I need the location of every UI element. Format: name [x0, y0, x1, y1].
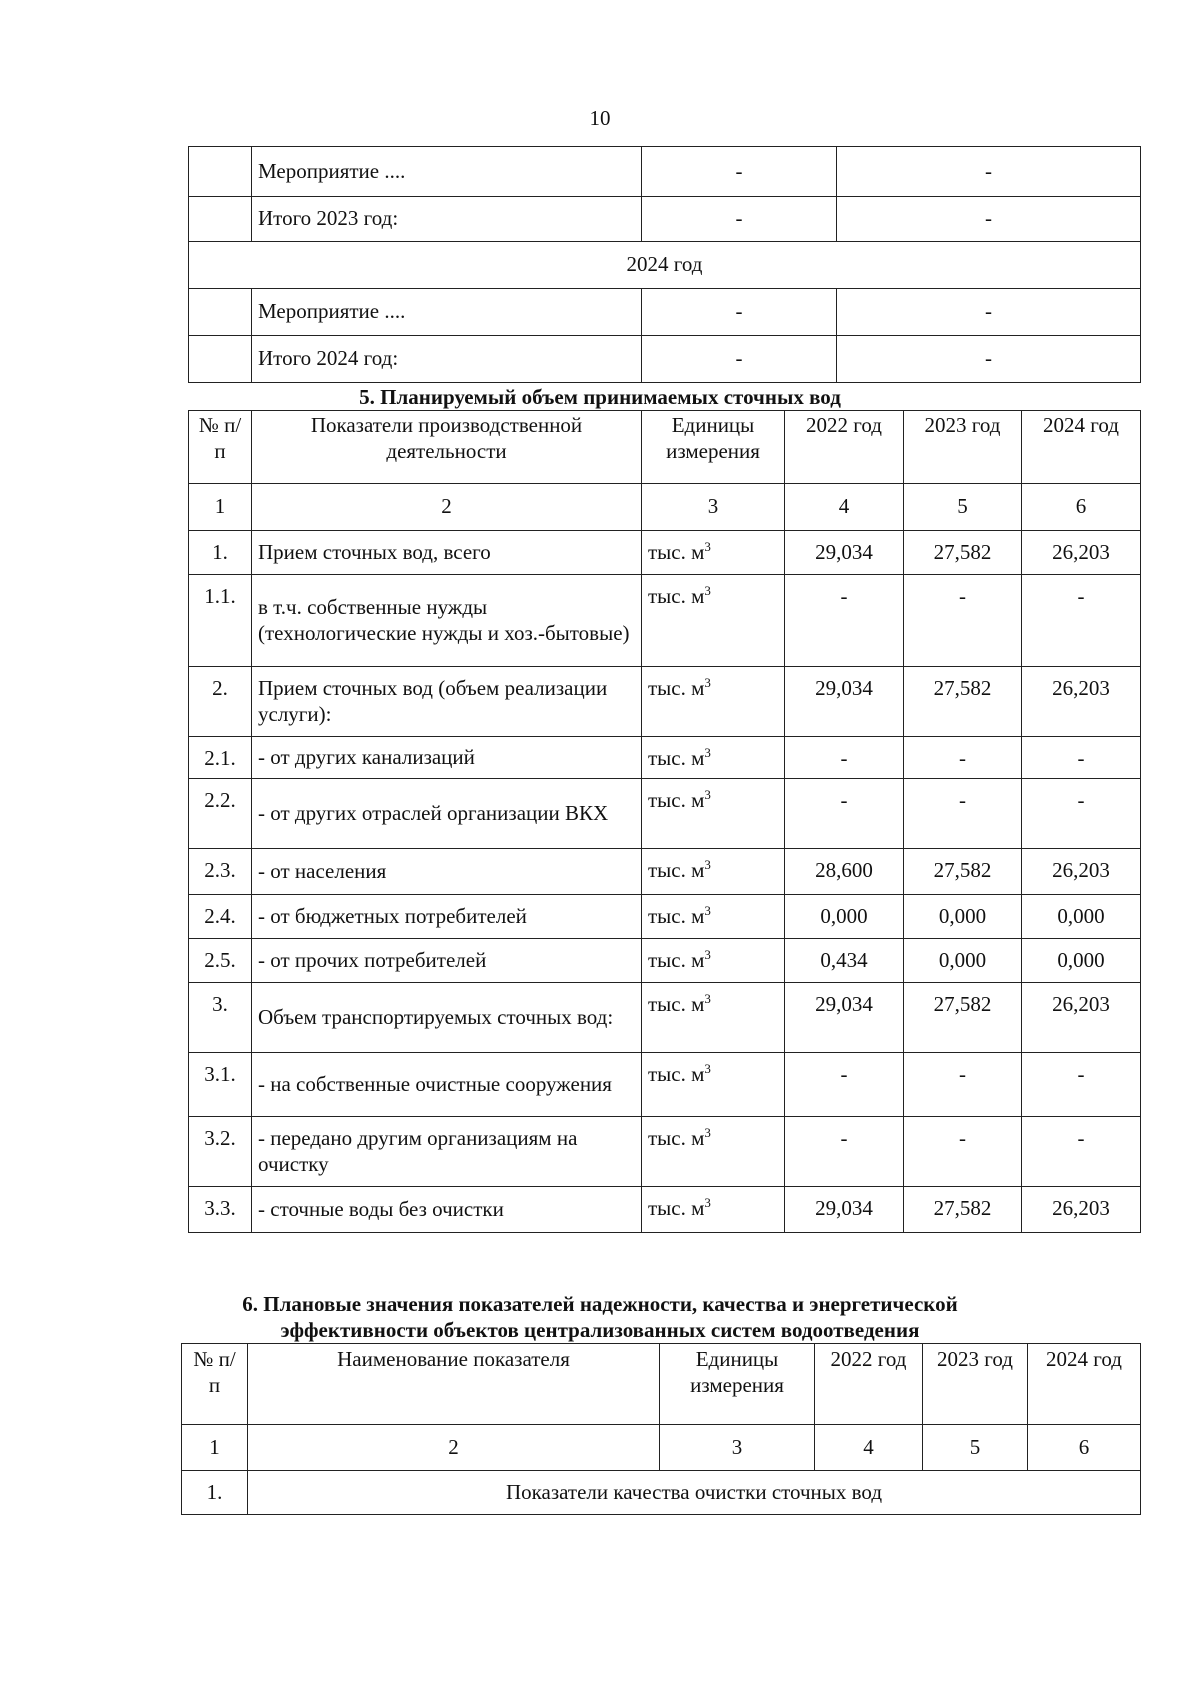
row-indicator: - на собственные очистные сооружения [252, 1053, 642, 1117]
cell-empty [189, 336, 252, 383]
header-number: 6 [1022, 484, 1141, 531]
table-row [189, 667, 1141, 737]
row-number: 2.2. [189, 779, 252, 849]
row-number: 2. [189, 667, 252, 737]
measure-label: Мероприятие .... [252, 147, 642, 197]
row-unit [642, 667, 785, 737]
header-unit: Единицы измерения [660, 1344, 815, 1425]
row-number: 3.2. [189, 1117, 252, 1187]
row-number: 2.3. [189, 849, 252, 895]
unit-exponent: 3 [704, 857, 711, 872]
unit-base: тыс. м [648, 746, 705, 770]
table-row [189, 575, 1141, 667]
row-number: 2.4. [189, 895, 252, 939]
table-row [189, 197, 1141, 242]
row-indicator: - от бюджетных потребителей [252, 895, 642, 939]
value-2023: - [904, 575, 1022, 667]
header-2022: 2022 год [785, 411, 904, 484]
value-2023: 27,582 [904, 1187, 1022, 1233]
row-unit [642, 737, 785, 779]
measure-value: - [642, 289, 837, 336]
unit-base: тыс. м [648, 858, 705, 882]
section6-title-line2: эффективности объектов централизованных систем водоотведения [280, 1318, 920, 1343]
header-number: 3 [660, 1425, 815, 1471]
row-indicator: - сточные воды без очистки [252, 1187, 642, 1233]
value-2022: 29,034 [785, 983, 904, 1053]
table-row [189, 895, 1141, 939]
unit-exponent: 3 [704, 1061, 711, 1076]
header-num: № п/п [182, 1344, 248, 1425]
header-number: 1 [189, 484, 252, 531]
unit-base: тыс. м [648, 1062, 705, 1086]
value-2022: 29,034 [785, 667, 904, 737]
table-row [182, 1471, 1141, 1515]
value-2022: - [785, 779, 904, 849]
header-number: 2 [252, 484, 642, 531]
value-2024: - [1022, 575, 1141, 667]
section5-title: 5. Планируемый объем принимаемых сточных вод [359, 385, 841, 409]
row-number: 3.3. [189, 1187, 252, 1233]
table-row [189, 289, 1141, 336]
value-2022: 0,000 [785, 895, 904, 939]
page-number: 10 [589, 106, 611, 130]
value-2023: - [904, 1117, 1022, 1187]
header-number: 4 [815, 1425, 923, 1471]
measure-value: - [642, 336, 837, 383]
value-2023: 27,582 [904, 983, 1022, 1053]
measure-value: - [642, 197, 837, 242]
value-2023: 27,582 [904, 531, 1022, 575]
value-2022: - [785, 737, 904, 779]
unit-exponent: 3 [704, 903, 711, 918]
row-number: 2.5. [189, 939, 252, 983]
table-row [189, 737, 1141, 779]
measure-label: Итого 2024 год: [252, 336, 642, 383]
value-2022: 29,034 [785, 1187, 904, 1233]
value-2023: 27,582 [904, 667, 1022, 737]
header-num: № п/п [189, 411, 252, 484]
header-number: 1 [182, 1425, 248, 1471]
value-2024: - [1022, 779, 1141, 849]
row-unit [642, 895, 785, 939]
row-number: 1.1. [189, 575, 252, 667]
measure-value: - [837, 197, 1141, 242]
header-2024: 2024 год [1022, 411, 1141, 484]
table-row [189, 939, 1141, 983]
unit-base: тыс. м [648, 584, 705, 608]
row-unit [642, 779, 785, 849]
table-row [189, 147, 1141, 197]
table-row [189, 983, 1141, 1053]
unit-base: тыс. м [648, 992, 705, 1016]
value-2024: 26,203 [1022, 1187, 1141, 1233]
row-number: 3.1. [189, 1053, 252, 1117]
header-2023: 2023 год [904, 411, 1022, 484]
row-indicator: Прием сточных вод (объем реализации услуги): [252, 667, 642, 737]
row-number: 1. [189, 531, 252, 575]
measure-label: Мероприятие .... [252, 289, 642, 336]
row-unit [642, 983, 785, 1053]
table-row [189, 1117, 1141, 1187]
unit-exponent: 3 [704, 745, 711, 760]
header-number: 6 [1028, 1425, 1141, 1471]
value-2023: 27,582 [904, 849, 1022, 895]
row-unit [642, 531, 785, 575]
unit-exponent: 3 [704, 1195, 711, 1210]
measure-value: - [837, 336, 1141, 383]
value-2024: 26,203 [1022, 531, 1141, 575]
header-number-row [182, 1425, 1141, 1471]
unit-base: тыс. м [648, 1126, 705, 1150]
cell-empty [189, 147, 252, 197]
row-indicator: - от других канализаций [252, 737, 642, 779]
row-number: 2.1. [189, 737, 252, 779]
row-indicator: - от населения [252, 849, 642, 895]
value-2024: 26,203 [1022, 667, 1141, 737]
row-unit [642, 1053, 785, 1117]
value-2024: 0,000 [1022, 895, 1141, 939]
row-indicator-group: Показатели качества очистки сточных вод [248, 1471, 1141, 1515]
value-2024: - [1022, 1053, 1141, 1117]
value-2023: - [904, 779, 1022, 849]
table-row [189, 1187, 1141, 1233]
unit-exponent: 3 [704, 947, 711, 962]
unit-base: тыс. м [648, 540, 705, 564]
unit-exponent: 3 [704, 1125, 711, 1140]
measure-label: Итого 2023 год: [252, 197, 642, 242]
row-unit [642, 575, 785, 667]
cell-empty [189, 197, 252, 242]
value-2024: 26,203 [1022, 983, 1141, 1053]
value-2024: - [1022, 737, 1141, 779]
header-2022: 2022 год [815, 1344, 923, 1425]
measure-value: - [837, 147, 1141, 197]
value-2023: 0,000 [904, 939, 1022, 983]
value-2022: 28,600 [785, 849, 904, 895]
unit-base: тыс. м [648, 788, 705, 812]
header-row [189, 411, 1141, 484]
table-row [189, 779, 1141, 849]
unit-exponent: 3 [704, 675, 711, 690]
section6-title-line1: 6. Плановые значения показателей надежности, качества и энергетической [242, 1292, 958, 1316]
row-number: 1. [182, 1471, 248, 1515]
row-indicator: - от прочих потребителей [252, 939, 642, 983]
value-2023: 0,000 [904, 895, 1022, 939]
row-unit [642, 1187, 785, 1233]
value-2022: - [785, 1053, 904, 1117]
unit-exponent: 3 [704, 539, 711, 554]
measure-value: - [837, 289, 1141, 336]
row-number: 3. [189, 983, 252, 1053]
measures-table [188, 146, 1141, 383]
row-unit [642, 939, 785, 983]
row-unit [642, 1117, 785, 1187]
row-indicator: Объем транспортируемых сточных вод: [252, 983, 642, 1053]
row-indicator: Прием сточных вод, всего [252, 531, 642, 575]
value-2023: - [904, 737, 1022, 779]
cell-empty [189, 289, 252, 336]
measure-value: - [642, 147, 837, 197]
unit-exponent: 3 [704, 787, 711, 802]
value-2022: - [785, 1117, 904, 1187]
table-row [189, 336, 1141, 383]
table-row [189, 531, 1141, 575]
unit-base: тыс. м [648, 676, 705, 700]
row-indicator: в т.ч. собственные нужды (технологические нужды и хоз.-бытовые) [252, 575, 642, 667]
header-number: 5 [904, 484, 1022, 531]
unit-exponent: 3 [704, 991, 711, 1006]
value-2022: - [785, 575, 904, 667]
table-row [189, 1053, 1141, 1117]
table-row [189, 242, 1141, 289]
value-2022: 29,034 [785, 531, 904, 575]
unit-base: тыс. м [648, 904, 705, 928]
header-number: 4 [785, 484, 904, 531]
value-2023: - [904, 1053, 1022, 1117]
unit-base: тыс. м [648, 948, 705, 972]
row-unit [642, 849, 785, 895]
reliability-indicators-table [181, 1343, 1141, 1515]
value-2024: 26,203 [1022, 849, 1141, 895]
header-number: 5 [923, 1425, 1028, 1471]
year-header: 2024 год [189, 242, 1141, 289]
table-row [189, 849, 1141, 895]
row-indicator: - передано другим организациям на очистку [252, 1117, 642, 1187]
header-number-row [189, 484, 1141, 531]
section6-title [0, 1291, 1200, 1344]
wastewater-volume-table [188, 410, 1141, 1233]
header-unit: Единицы измерения [642, 411, 785, 484]
header-2023: 2023 год [923, 1344, 1028, 1425]
header-indicator: Показатели производственной деятельности [252, 411, 642, 484]
row-indicator: - от других отраслей организации ВКХ [252, 779, 642, 849]
value-2024: - [1022, 1117, 1141, 1187]
unit-base: тыс. м [648, 1196, 705, 1220]
unit-exponent: 3 [704, 583, 711, 598]
header-indicator-name: Наименование показателя [248, 1344, 660, 1425]
header-row [182, 1344, 1141, 1425]
value-2024: 0,000 [1022, 939, 1141, 983]
header-number: 2 [248, 1425, 660, 1471]
value-2022: 0,434 [785, 939, 904, 983]
header-number: 3 [642, 484, 785, 531]
header-2024: 2024 год [1028, 1344, 1141, 1425]
